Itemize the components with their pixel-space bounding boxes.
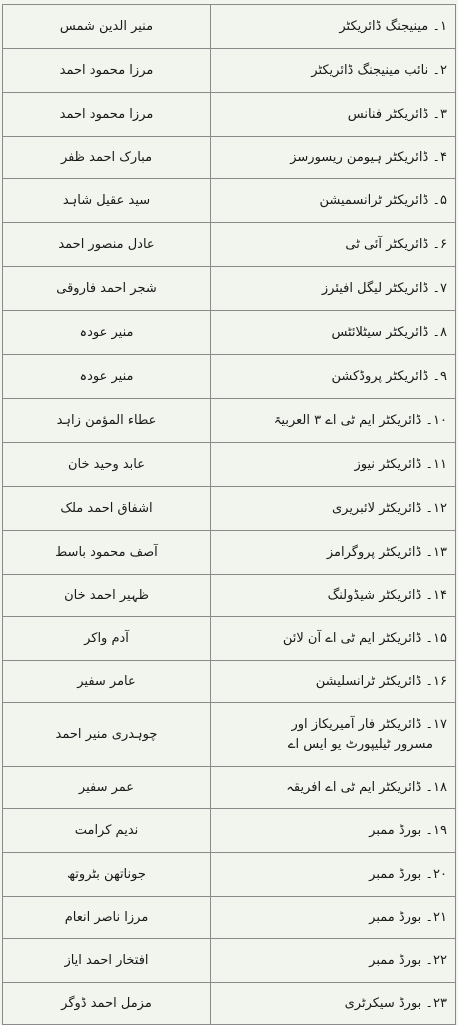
role-cell — [211, 661, 456, 703]
person-name: ندیم کرامت — [74, 822, 139, 838]
person-name: منیر عودہ — [79, 368, 134, 384]
name-cell — [3, 853, 211, 897]
name-cell — [3, 703, 211, 767]
person-name: عادل منصور احمد — [58, 236, 155, 252]
person-name: سید عقیل شاہد — [62, 192, 151, 208]
role-text: ۱۳۔ ڈائریکٹر پروگرامز — [326, 544, 447, 560]
table-row — [3, 137, 456, 179]
role-text: ۳۔ ڈائریکٹر فنانس — [347, 106, 447, 122]
name-cell — [3, 767, 211, 809]
name-cell — [3, 809, 211, 853]
table-row — [3, 93, 456, 137]
table-row — [3, 617, 456, 661]
name-cell — [3, 531, 211, 575]
person-name: عابد وحید خان — [67, 456, 146, 472]
role-text: ۲۰۔ بورڈ ممبر — [369, 866, 447, 882]
person-name: عامر سفیر — [77, 673, 136, 689]
table-row — [3, 939, 456, 983]
table-row — [3, 983, 456, 1025]
table-row — [3, 5, 456, 49]
name-cell — [3, 179, 211, 223]
name-cell — [3, 93, 211, 137]
role-cell — [211, 179, 456, 223]
person-name: مزمل احمد ڈوگر — [61, 995, 152, 1011]
person-name: منیر الدین شمس — [59, 18, 154, 34]
name-cell — [3, 617, 211, 661]
role-text: ۱۔ مینیجنگ ڈائریکٹر — [339, 18, 447, 34]
person-name: مبارک احمد ظفر — [60, 149, 153, 165]
name-cell — [3, 897, 211, 939]
role-text: ۲۱۔ بورڈ ممبر — [369, 909, 447, 925]
role-cell — [211, 93, 456, 137]
person-name: مرزا محمود احمد — [59, 106, 154, 122]
name-cell — [3, 223, 211, 267]
person-name: جوناتھن بٹروتھ — [67, 866, 146, 882]
table-row — [3, 487, 456, 531]
directors-table-body — [3, 5, 456, 1025]
role-text: ۱۶۔ ڈائریکٹر ٹرانسلیشن — [315, 673, 447, 689]
role-cell — [211, 5, 456, 49]
role-cell — [211, 49, 456, 93]
table-row — [3, 531, 456, 575]
role-text: ۱۱۔ ڈائریکٹر نیوز — [354, 456, 447, 472]
role-cell — [211, 267, 456, 311]
table-row — [3, 267, 456, 311]
role-cell — [211, 575, 456, 617]
role-text: ۱۹۔ بورڈ ممبر — [369, 822, 447, 838]
table-row — [3, 311, 456, 355]
person-name: ظہیر احمد خان — [64, 587, 149, 603]
name-cell — [3, 399, 211, 443]
table-row — [3, 703, 456, 767]
person-name: آصف محمود باسط — [55, 544, 158, 560]
role-text: ۱۷۔ ڈائریکٹر فار آمیریکاز اور — [291, 716, 447, 732]
table-row — [3, 399, 456, 443]
person-name: عمر سفیر — [78, 779, 135, 795]
name-cell — [3, 575, 211, 617]
role-cell — [211, 223, 456, 267]
table-row — [3, 179, 456, 223]
role-cell — [211, 443, 456, 487]
role-text: ۵۔ ڈائریکٹر ٹرانسمیشن — [319, 192, 447, 208]
role-text: ۷۔ ڈائریکٹر لیگل افیئرز — [321, 280, 447, 296]
directors-table — [2, 4, 456, 1025]
name-cell — [3, 983, 211, 1025]
role-cell — [211, 703, 456, 767]
role-cell — [211, 983, 456, 1025]
role-text: ۲۳۔ بورڈ سیکرٹری — [344, 995, 447, 1011]
role-cell — [211, 355, 456, 399]
name-cell — [3, 49, 211, 93]
table-row — [3, 809, 456, 853]
role-text: ۱۴۔ ڈائریکٹر شیڈولنگ — [327, 587, 447, 603]
role-cell — [211, 487, 456, 531]
name-cell — [3, 5, 211, 49]
role-cell — [211, 897, 456, 939]
role-text-continued: مسرور ٹیلیپورٹ یو ایس اے — [287, 736, 433, 752]
table-row — [3, 49, 456, 93]
name-cell — [3, 939, 211, 983]
name-cell — [3, 311, 211, 355]
name-cell — [3, 487, 211, 531]
role-text: ۱۵۔ ڈائریکٹر ایم ٹی اے آن لائن — [282, 630, 447, 646]
role-text: ۶۔ ڈائریکٹر آئی ٹی — [345, 236, 447, 252]
name-cell — [3, 355, 211, 399]
role-text: ۴۔ ڈائریکٹر ہیومن ریسورسز — [290, 149, 447, 165]
table-row — [3, 853, 456, 897]
role-text: ۱۲۔ ڈائریکٹر لائبریری — [331, 500, 447, 516]
role-cell — [211, 939, 456, 983]
person-name: چوہدری منیر احمد — [55, 726, 158, 742]
role-cell — [211, 311, 456, 355]
person-name: عطاء المؤمن زاہد — [56, 412, 157, 428]
role-text: ۸۔ ڈائریکٹر سیٹلائٹس — [331, 324, 447, 340]
name-cell — [3, 137, 211, 179]
name-cell — [3, 267, 211, 311]
table-row — [3, 443, 456, 487]
role-cell — [211, 617, 456, 661]
name-cell — [3, 661, 211, 703]
person-name: آدم واکر — [84, 630, 129, 646]
table-row — [3, 575, 456, 617]
role-text: ۱۸۔ ڈائریکٹر ایم ٹی اے افریقہ — [286, 779, 447, 795]
table-row — [3, 223, 456, 267]
person-name: مرزا ناصر انعام — [64, 909, 149, 925]
role-cell — [211, 809, 456, 853]
person-name: منیر عودہ — [79, 324, 134, 340]
table-row — [3, 661, 456, 703]
role-text: ۲۔ نائب مینیجنگ ڈائریکٹر — [311, 62, 447, 78]
table-row — [3, 355, 456, 399]
name-cell — [3, 443, 211, 487]
role-text: ۲۲۔ بورڈ ممبر — [369, 952, 447, 968]
role-text: ۹۔ ڈائریکٹر پروڈکشن — [331, 368, 447, 384]
role-cell — [211, 399, 456, 443]
person-name: مرزا محمود احمد — [59, 62, 154, 78]
role-cell — [211, 137, 456, 179]
person-name: شجر احمد فاروقی — [56, 280, 157, 296]
role-cell — [211, 853, 456, 897]
table-row — [3, 897, 456, 939]
role-cell — [211, 531, 456, 575]
person-name: افتخار احمد ایاز — [64, 952, 149, 968]
table-row — [3, 767, 456, 809]
person-name: اشفاق احمد ملک — [60, 500, 153, 516]
role-cell — [211, 767, 456, 809]
role-text: ۱۰۔ ڈائریکٹر ایم ٹی اے ۳ العربیۃ — [273, 412, 447, 428]
